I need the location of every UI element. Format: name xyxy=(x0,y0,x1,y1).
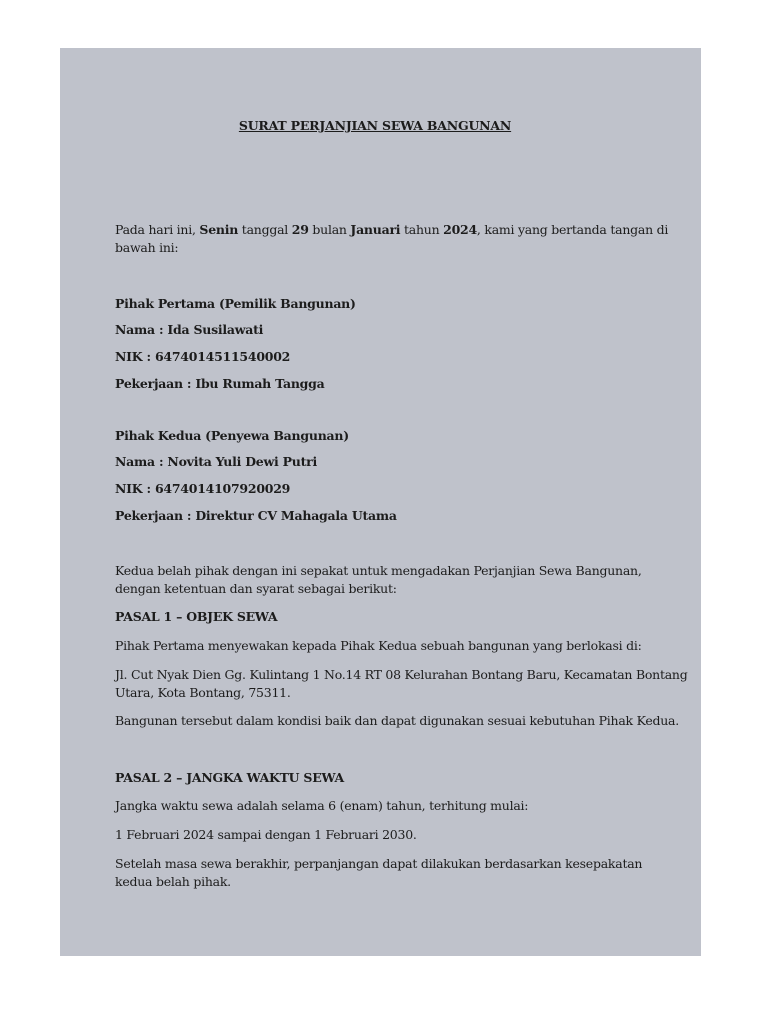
intro-mid1: tanggal xyxy=(238,222,292,237)
intro-month: Januari xyxy=(350,222,401,237)
pasal1-address-line-2: Utara, Kota Bontang, 75311. xyxy=(115,685,291,700)
pasal2-heading: PASAL 2 – JANGKA WAKTU SEWA xyxy=(115,770,344,785)
intro-mid2: bulan xyxy=(308,222,351,237)
pihak-kedua-nik: NIK : 6474014107920029 xyxy=(115,481,291,496)
agreement-line-1: Kedua belah pihak dengan ini sepakat untuk mengadakan Perjanjian Sewa Bangunan, xyxy=(115,563,642,578)
pasal1-paragraph-1: Pihak Pertama menyewakan kepada Pihak Kedua sebuah bangunan yang berlokasi di: xyxy=(115,638,642,653)
pasal2-paragraph-1: Jangka waktu sewa adalah selama 6 (enam) tahun, terhitung mulai: xyxy=(115,798,529,813)
pasal1-paragraph-3: Bangunan tersebut dalam kondisi baik dan dapat digunakan sesuai kebutuhan Pihak Kedua. xyxy=(115,713,679,728)
pihak-pertama-pekerjaan: Pekerjaan : Ibu Rumah Tangga xyxy=(115,376,325,391)
pihak-pertama-heading: Pihak Pertama (Pemilik Bangunan) xyxy=(115,296,356,311)
intro-line-1 xyxy=(115,221,668,239)
pihak-kedua-nama: Nama : Novita Yuli Dewi Putri xyxy=(115,454,317,469)
pasal1-address-line-1: Jl. Cut Nyak Dien Gg. Kulintang 1 No.14 RT 08 Kelurahan Bontang Baru, Kecamatan Bontang xyxy=(115,667,688,682)
pasal2-paragraph-2: 1 Februari 2024 sampai dengan 1 Februari 2030. xyxy=(115,827,417,842)
intro-suffix: , kami yang bertanda tangan di xyxy=(476,222,669,237)
pihak-pertama-nik: NIK : 6474014511540002 xyxy=(115,349,291,364)
pasal2-paragraph-3-line-1: Setelah masa sewa berakhir, perpanjangan dapat dilakukan berdasarkan kesepakatan xyxy=(115,856,643,871)
intro-prefix: Pada hari ini, xyxy=(115,222,200,237)
pasal1-heading: PASAL 1 – OBJEK SEWA xyxy=(115,609,278,624)
intro-year: 2024 xyxy=(443,222,477,237)
document-title: SURAT PERJANJIAN SEWA BANGUNAN xyxy=(238,118,512,133)
agreement-line-2: dengan ketentuan dan syarat sebagai berikut: xyxy=(115,581,397,596)
pihak-pertama-nama: Nama : Ida Susilawati xyxy=(115,322,264,337)
pihak-kedua-pekerjaan: Pekerjaan : Direktur CV Mahagala Utama xyxy=(115,508,397,523)
intro-day: Senin xyxy=(199,222,239,237)
intro-line-2: bawah ini: xyxy=(115,240,179,255)
pihak-kedua-heading: Pihak Kedua (Penyewa Bangunan) xyxy=(115,428,349,443)
intro-date: 29 xyxy=(291,222,309,237)
pasal2-paragraph-3-line-2: kedua belah pihak. xyxy=(115,874,231,889)
document-page xyxy=(60,48,701,956)
intro-mid3: tahun xyxy=(400,222,444,237)
